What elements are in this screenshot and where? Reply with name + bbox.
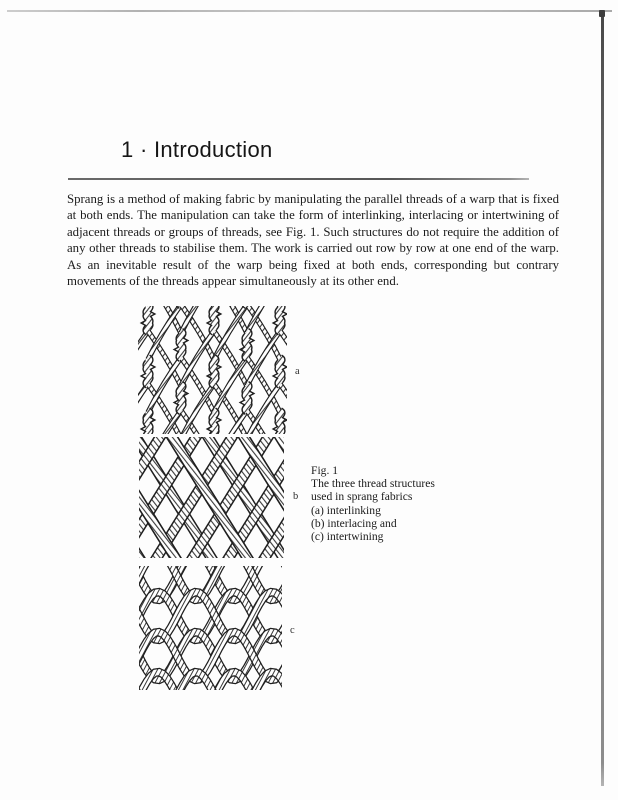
interlacing-illustration xyxy=(139,437,284,558)
caption-line-3: (a) interlinking xyxy=(311,503,381,517)
caption-line-5: (c) intertwining xyxy=(311,530,384,544)
intertwining-illustration xyxy=(139,566,282,690)
figure-number: Fig. 1 xyxy=(311,464,339,477)
interlinking-illustration xyxy=(138,306,287,434)
caption-line-4: (b) interlacing and xyxy=(311,516,397,530)
body-paragraph: Sprang is a method of making fabric by manipulating the parallel threads of a warp that is fixed at both ends. The manipulation can take the form of interlinking, interlacing or intertwining of adjacent threads or groups of threads, see Fig. 1. Such structures do not require the addition of any other threads to stabilise them. The work is carried out row by row at one end of the warp. As an inevitable result of the warp being fixed at both ends, corresponding but contrary movements of the threads appear simultaneously at its other end. xyxy=(67,192,559,289)
caption-line-1: The three thread structures xyxy=(311,477,435,491)
figure-c-intertwining xyxy=(139,566,282,690)
caption-line-2: used in sprang fabrics xyxy=(311,490,413,504)
scan-corner-mark xyxy=(599,10,605,17)
scan-right-edge xyxy=(601,11,604,786)
figure-a-interlinking xyxy=(138,306,287,434)
scan-top-edge xyxy=(7,10,612,12)
figure-caption xyxy=(311,464,435,543)
title-rule xyxy=(68,178,529,180)
chapter-title: 1 · Introduction xyxy=(121,137,273,162)
figure-label-a: a xyxy=(295,366,300,377)
figure-label-b: b xyxy=(293,491,299,502)
figure-b-interlacing xyxy=(139,437,284,558)
figure-label-c: c xyxy=(290,625,295,636)
